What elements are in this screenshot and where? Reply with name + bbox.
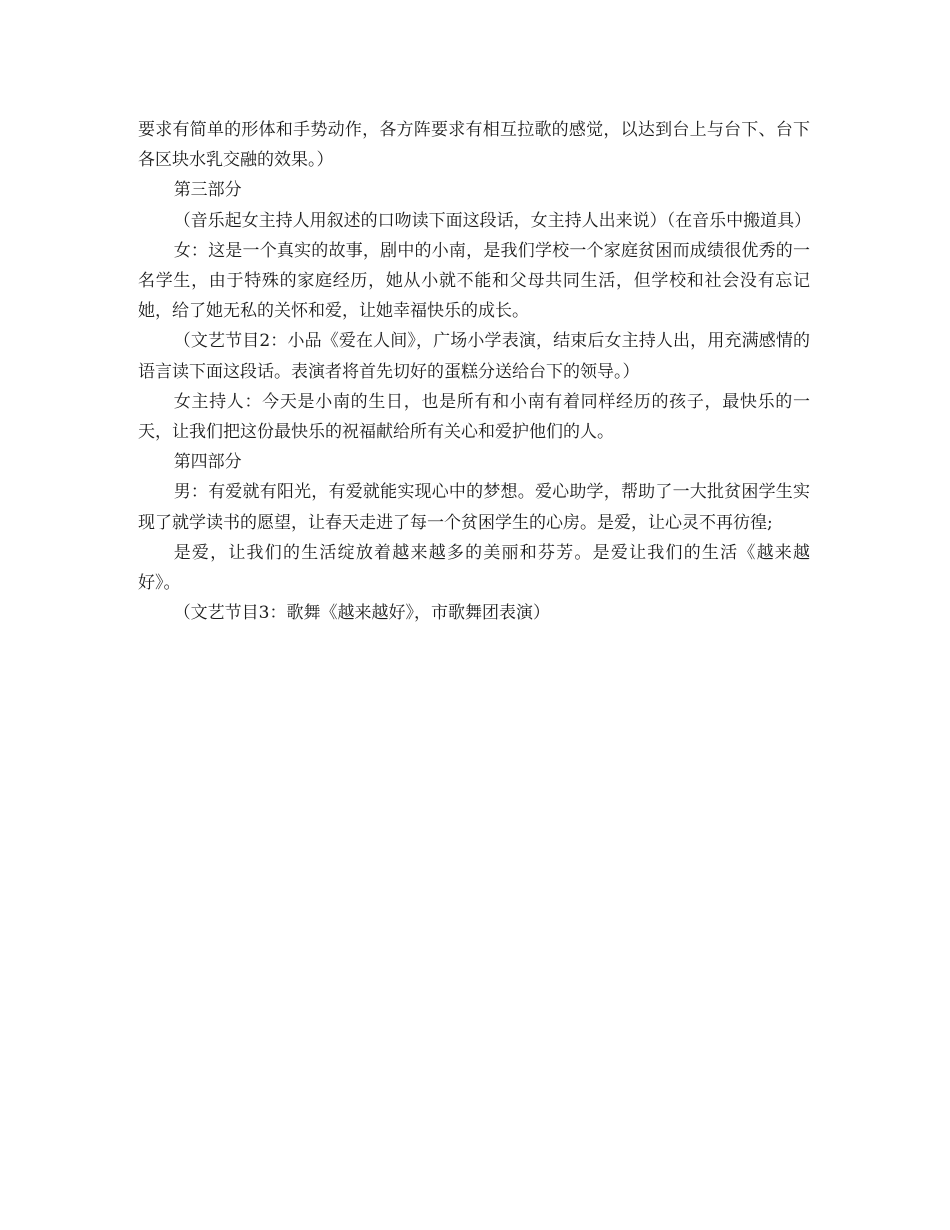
section-heading-part-three: 第三部分 [173,180,242,201]
dialogue-continuation: 是爱，让我们的生活绽放着越来越多的美丽和芬芳。是爱让我们的生活《越来越好》。 [138,542,810,594]
section-heading-part-four: 第四部分 [173,452,242,473]
stage-direction: （文艺节目3：歌舞《越来越好》，市歌舞团表演） [173,603,551,624]
stage-direction: （文艺节目2：小品《爱在人间》，广场小学表演，结束后女主持人出，用充满感情的语言读下面这段话。表演者将首先切好的蛋糕分送给台下的领导。） [138,331,810,382]
dialogue-female-host: 女主持人：今天是小南的生日，也是所有和小南有着同样经历的孩子，最快乐的一天，让我们把这份最快乐的祝福献给所有关心和爱护他们的人。 [138,391,810,443]
dialogue-male-host: 男：有爱就有阳光，有爱就能实现心中的梦想。爱心助学，帮助了一大批贫困学生实现了就学读书的愿望，让春天走进了每一个贫困学生的心房。是爱，让心灵不再彷徨; [138,482,810,533]
paragraph-continuation: 要求有简单的形体和手势动作，各方阵要求有相互拉歌的感觉，以达到台上与台下、台下各区块水乳交融的效果。） [138,120,810,171]
stage-direction: （音乐起女主持人用叙述的口吻读下面这段话，女主持人出来说）（在音乐中搬道具） [173,210,812,231]
dialogue-female-host: 女：这是一个真实的故事，剧中的小南，是我们学校一个家庭贫困而成绩很优秀的一名学生，由于特殊的家庭经历，她从小就不能和父母共同生活，但学校和社会没有忘记她，给了她无私的关怀和爱，让她幸福快乐的成长。 [138,240,810,322]
document-body [138,115,810,628]
